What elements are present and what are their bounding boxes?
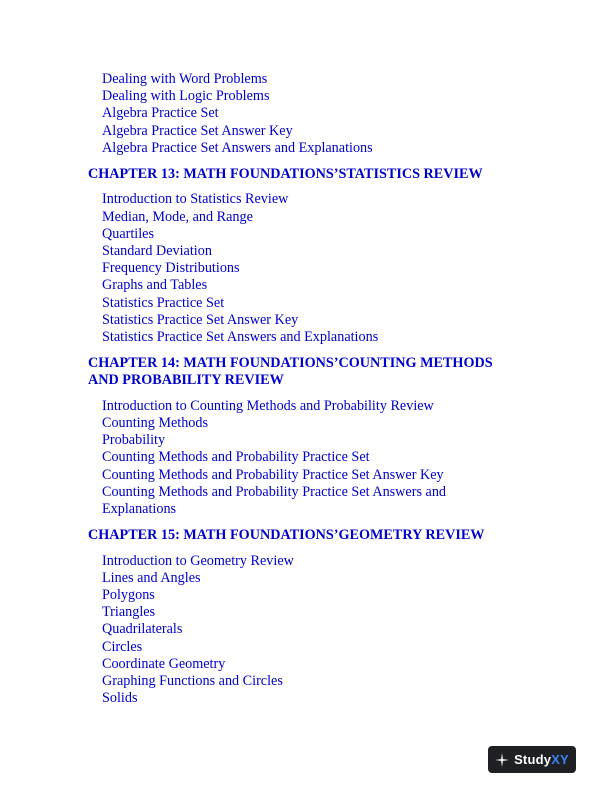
- toc-entry[interactable]: Standard Deviation: [102, 243, 212, 260]
- toc-entry[interactable]: Algebra Practice Set Answer Key: [102, 122, 293, 139]
- toc-entry[interactable]: Introduction to Statistics Review: [102, 191, 289, 208]
- toc-entry[interactable]: Dealing with Logic Problems: [102, 88, 270, 105]
- toc-entry[interactable]: Counting Methods and Probability Practice Set Answer Key: [102, 466, 444, 483]
- toc-entry[interactable]: Quadrilaterals: [102, 621, 183, 638]
- badge-brand-accent: XY: [551, 752, 569, 767]
- toc-entry[interactable]: Probability: [102, 432, 166, 449]
- chapter-13-heading[interactable]: CHAPTER 13: MATH FOUNDATIONS’STATISTICS REVIEW: [88, 165, 483, 182]
- toc-entry[interactable]: Introduction to Counting Methods and Probability Review: [102, 397, 434, 414]
- chapter-14-list: [88, 398, 528, 518]
- toc-entry[interactable]: Lines and Angles: [102, 569, 201, 586]
- toc-entry[interactable]: Median, Mode, and Range: [102, 208, 253, 225]
- toc-entry[interactable]: Polygons: [102, 587, 155, 604]
- toc-entry[interactable]: Algebra Practice Set: [102, 105, 219, 122]
- toc-entry[interactable]: Counting Methods: [102, 415, 209, 432]
- toc-entry-continuation[interactable]: Explanations: [102, 501, 177, 518]
- badge-brand-main: Study: [514, 752, 552, 767]
- chapter-15-list: [88, 553, 528, 708]
- toc-entry[interactable]: Dealing with Word Problems: [102, 71, 268, 87]
- toc-entry[interactable]: Quartiles: [102, 225, 155, 242]
- toc-entry[interactable]: Frequency Distributions: [102, 260, 240, 277]
- toc-entry[interactable]: Statistics Practice Set: [102, 294, 225, 311]
- toc-entry[interactable]: Algebra Practice Set Answers and Explanations: [102, 139, 373, 156]
- toc-entry[interactable]: Introduction to Geometry Review: [102, 552, 294, 569]
- toc-entry[interactable]: Triangles: [102, 604, 156, 621]
- toc-entry[interactable]: Graphing Functions and Circles: [102, 673, 283, 690]
- chapter-15-heading[interactable]: CHAPTER 15: MATH FOUNDATIONS’GEOMETRY REVIEW: [88, 526, 485, 543]
- toc-entry[interactable]: Counting Methods and Probability Practice Set: [102, 449, 370, 466]
- toc-entry[interactable]: Graphs and Tables: [102, 277, 208, 294]
- chapter-14-heading-line-1: CHAPTER 14: MATH FOUNDATIONS’COUNTING METHODS: [88, 354, 493, 371]
- badge-brand: [514, 752, 569, 767]
- plus-sparkle-icon: [495, 753, 509, 767]
- chapter-13-list: [88, 191, 528, 346]
- toc-entry[interactable]: Circles: [102, 638, 143, 655]
- toc-entry[interactable]: Statistics Practice Set Answers and Explanations: [102, 329, 379, 346]
- chapter-14-heading-line-2: AND PROBABILITY REVIEW: [88, 372, 284, 389]
- chapter-14-heading[interactable]: [88, 355, 528, 389]
- toc-entry[interactable]: Solids: [102, 690, 138, 707]
- toc-entry[interactable]: Statistics Practice Set Answer Key: [102, 311, 299, 328]
- toc-intro-list: [88, 71, 528, 157]
- table-of-contents: [88, 71, 528, 707]
- toc-entry[interactable]: Counting Methods and Probability Practice Set Answers and: [102, 483, 447, 500]
- studyxy-badge[interactable]: [488, 746, 576, 773]
- toc-entry[interactable]: Coordinate Geometry: [102, 655, 226, 672]
